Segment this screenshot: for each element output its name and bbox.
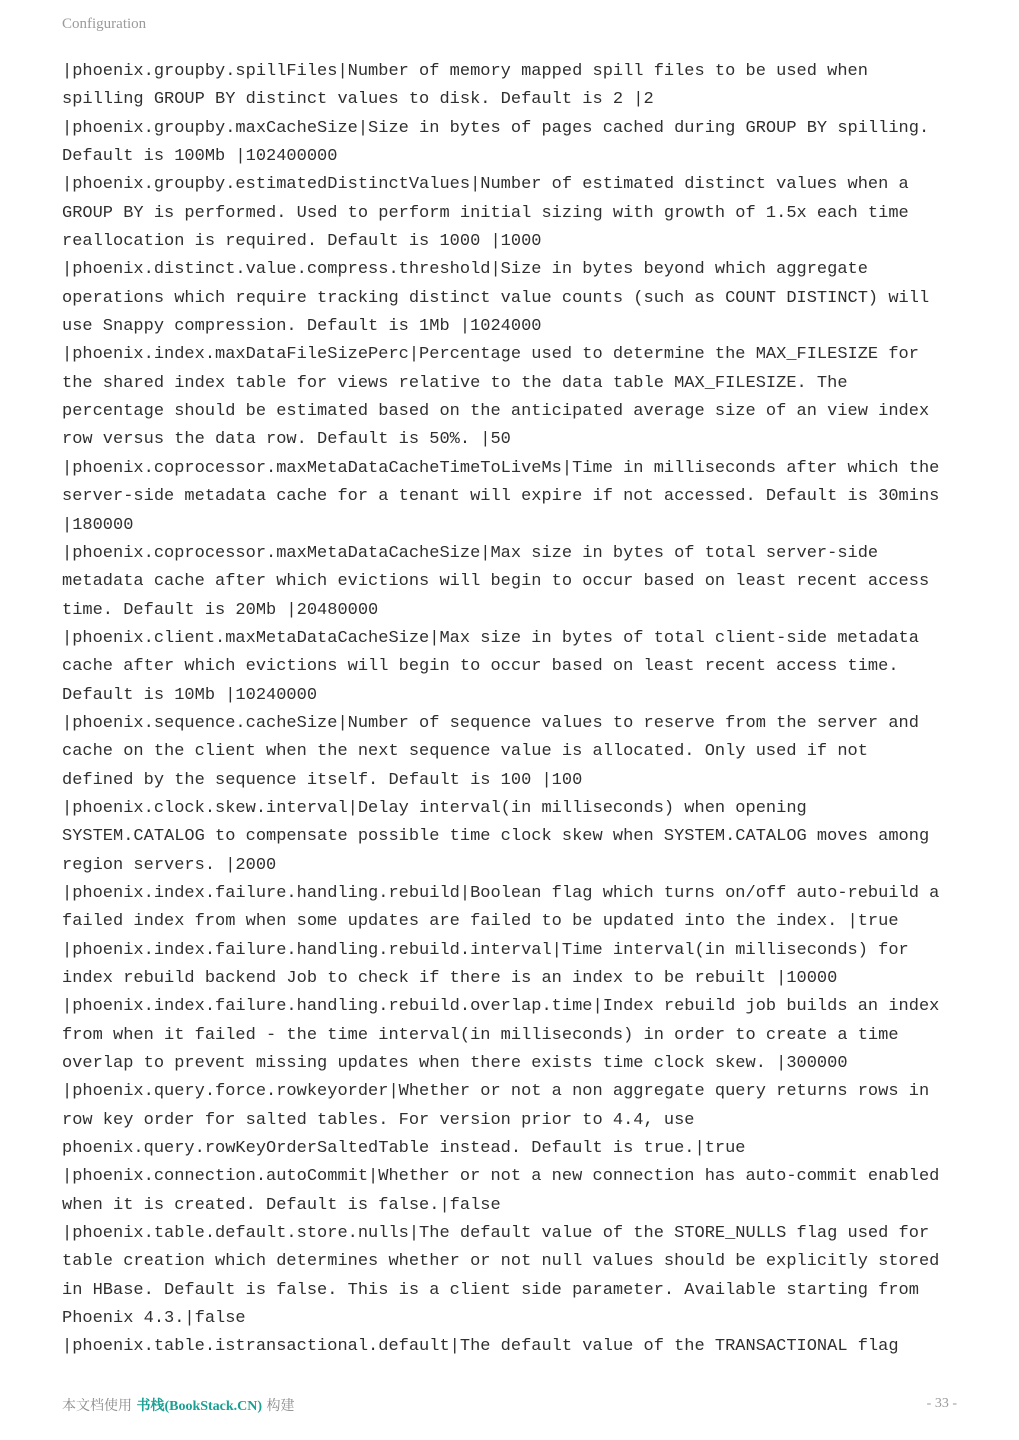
body-text-line: failed index from when some updates are failed to be updated into the index. |true <box>62 912 899 932</box>
body-text-line: |phoenix.coprocessor.maxMetaDataCacheSize|Max size in bytes of total server-side <box>62 543 879 563</box>
page-number: - 33 - <box>926 1396 957 1411</box>
body-text-line: index rebuild backend Job to check if there is an index to be rebuilt |10000 <box>62 969 838 988</box>
body-text-line: |phoenix.query.force.rowkeyorder|Whether or not a non aggregate query returns rows in <box>62 1082 930 1102</box>
footer-suffix: 构建 <box>262 1398 295 1414</box>
body-text-line: row versus the data row. Default is 50%. |50 <box>62 430 511 450</box>
body-text-line: in HBase. Default is false. This is a client side parameter. Available starting from <box>62 1280 919 1300</box>
footer-attribution <box>62 1395 295 1415</box>
body-text-line: server-side metadata cache for a tenant will expire if not accessed. Default is 30mins <box>62 487 940 507</box>
document-body <box>62 58 962 1362</box>
body-text-line: |phoenix.table.istransactional.default|The default value of the TRANSACTIONAL flag <box>62 1337 899 1357</box>
body-text-line: operations which require tracking distinct value counts (such as COUNT DISTINCT) will <box>62 288 930 308</box>
body-text-line: when it is created. Default is false.|false <box>62 1195 501 1215</box>
body-text-line: use Snappy compression. Default is 1Mb |1024000 <box>62 317 542 337</box>
body-text-line: Phoenix 4.3.|false <box>62 1309 246 1329</box>
body-text-line: |phoenix.index.failure.handling.rebuild.interval|Time interval(in milliseconds) for <box>62 940 909 960</box>
body-text-line: |phoenix.groupby.estimatedDistinctValues|Number of estimated distinct values when a <box>62 175 909 195</box>
footer-prefix: 本文档使用 <box>62 1398 137 1414</box>
body-text-line: |phoenix.index.failure.handling.rebuild|Boolean flag which turns on/off auto-rebuild a <box>62 883 940 903</box>
body-text-line: |phoenix.distinct.value.compress.threshold|Size in bytes beyond which aggregate <box>62 260 868 280</box>
body-text-line: Default is 100Mb |102400000 <box>62 147 338 167</box>
body-text-line: defined by the sequence itself. Default is 100 |100 <box>62 770 583 790</box>
body-text-line: |phoenix.index.failure.handling.rebuild.overlap.time|Index rebuild job builds an index <box>62 997 940 1017</box>
body-text-line: percentage should be estimated based on the anticipated average size of an view index <box>62 402 930 422</box>
body-text-line: GROUP BY is performed. Used to perform initial sizing with growth of 1.5x each time <box>62 203 909 223</box>
body-text-line: table creation which determines whether or not null values should be explicitly stored <box>62 1252 940 1272</box>
body-text-line: |180000 <box>62 515 134 535</box>
body-text-line: cache on the client when the next sequence value is allocated. Only used if not <box>62 742 868 762</box>
body-text-line: SYSTEM.CATALOG to compensate possible time clock skew when SYSTEM.CATALOG moves among <box>62 827 930 847</box>
body-text-line: |phoenix.connection.autoCommit|Whether or not a new connection has auto-commit enabled <box>62 1167 940 1187</box>
body-text-line: |phoenix.index.maxDataFileSizePerc|Percentage used to determine the MAX_FILESIZE for <box>62 345 919 365</box>
body-text-line: reallocation is required. Default is 1000 |1000 <box>62 232 542 252</box>
body-text-line: Default is 10Mb |10240000 <box>62 685 318 705</box>
body-text-line: |phoenix.clock.skew.interval|Delay interval(in milliseconds) when opening <box>62 798 807 818</box>
body-text-line: |phoenix.coprocessor.maxMetaDataCacheTimeToLiveMs|Time in milliseconds after which the <box>62 458 940 478</box>
body-text-line: phoenix.query.rowKeyOrderSaltedTable instead. Default is true.|true <box>62 1139 746 1159</box>
body-text-line: metadata cache after which evictions will begin to occur based on least recent access <box>62 572 930 592</box>
body-text-line: |phoenix.groupby.maxCacheSize|Size in bytes of pages cached during GROUP BY spilling. <box>62 118 930 138</box>
body-text-line: |phoenix.table.default.store.nulls|The default value of the STORE_NULLS flag used for <box>62 1224 930 1244</box>
bookstack-link[interactable]: 书栈(BookStack.CN) <box>136 1399 263 1414</box>
body-text-line: overlap to prevent missing updates when there exists time clock skew. |300000 <box>62 1054 848 1074</box>
body-text-line: region servers. |2000 <box>62 855 277 875</box>
body-text-line: time. Default is 20Mb |20480000 <box>62 600 379 620</box>
body-text-line: spilling GROUP BY distinct values to disk. Default is 2 |2 <box>62 90 654 110</box>
body-text-line: cache after which evictions will begin to occur based on least recent access time. <box>62 657 899 677</box>
body-text-line: row key order for salted tables. For version prior to 4.4, use <box>62 1110 695 1130</box>
body-text-line: |phoenix.client.maxMetaDataCacheSize|Max size in bytes of total client-side metadata <box>62 628 919 648</box>
body-text-line: from when it failed - the time interval(in milliseconds) in order to create a time <box>62 1025 899 1045</box>
body-text-line: |phoenix.sequence.cacheSize|Number of sequence values to reserve from the server and <box>62 713 919 733</box>
body-text-line: the shared index table for views relative to the data table MAX_FILESIZE. The <box>62 373 848 393</box>
running-header-section-title: Configuration <box>62 16 147 32</box>
body-text-line: |phoenix.groupby.spillFiles|Number of memory mapped spill files to be used when <box>62 62 868 81</box>
